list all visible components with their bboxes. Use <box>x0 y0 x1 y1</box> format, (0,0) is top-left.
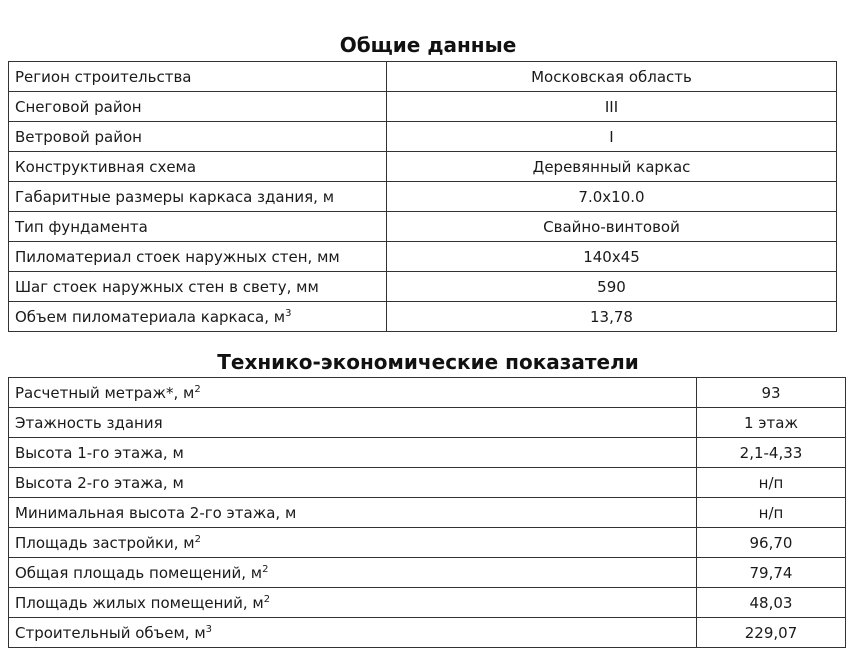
tech-indicators-title: Технико-экономические показатели <box>217 350 639 374</box>
table-row <box>9 378 846 408</box>
unit-superscript: 3 <box>205 623 213 635</box>
row-label: Конструктивная схема <box>9 152 387 182</box>
row-label: Пиломатериал стоек наружных стен, мм <box>9 242 387 272</box>
table-row <box>9 618 846 648</box>
row-value: 48,03 <box>697 588 846 618</box>
unit-superscript: 2 <box>194 533 201 545</box>
row-label: Габаритные размеры каркаса здания, м <box>9 182 387 212</box>
table-row <box>9 408 846 438</box>
row-value: I <box>387 122 837 152</box>
unit-superscript: 3 <box>285 307 292 319</box>
table-row <box>9 302 837 332</box>
general-data-title: Общие данные <box>339 33 517 57</box>
row-label: Регион строительства <box>9 62 387 92</box>
table-row <box>9 242 837 272</box>
table-row <box>9 122 837 152</box>
row-value: 590 <box>387 272 837 302</box>
row-label: Площадь застройки, $м^2$ <box>9 528 697 558</box>
row-value: н/п <box>697 498 846 528</box>
row-value: 1 этаж <box>697 408 846 438</box>
row-value: 13,78 <box>387 302 837 332</box>
table-row <box>9 182 837 212</box>
row-label: Минимальная высота 2-го этажа, м <box>9 498 697 528</box>
table-row <box>9 272 837 302</box>
row-label: Снеговой район <box>9 92 387 122</box>
table-row <box>9 212 837 242</box>
row-label: Общая площадь помещений, $м^2$ <box>9 558 697 588</box>
row-value: Свайно-винтовой <box>387 212 837 242</box>
table-row <box>9 62 837 92</box>
unit-superscript: 2 <box>263 593 271 605</box>
row-value: 93 <box>697 378 846 408</box>
tech-indicators-table <box>8 377 846 648</box>
table-row <box>9 438 846 468</box>
row-label: Высота 2-го этажа, м <box>9 468 697 498</box>
table-row <box>9 558 846 588</box>
unit-superscript: 2 <box>262 563 269 575</box>
row-label: Площадь жилых помещений, $м^2$ <box>9 588 697 618</box>
table-row <box>9 468 846 498</box>
table-row <box>9 92 837 122</box>
unit-superscript: 2 <box>194 383 201 395</box>
row-value: 2,1-4,33 <box>697 438 846 468</box>
table-row <box>9 498 846 528</box>
row-value: н/п <box>697 468 846 498</box>
table-row <box>9 588 846 618</box>
row-value: III <box>387 92 837 122</box>
table-row <box>9 528 846 558</box>
row-value: 96,70 <box>697 528 846 558</box>
row-label: Шаг стоек наружных стен в свету, мм <box>9 272 387 302</box>
row-value: 79,74 <box>697 558 846 588</box>
row-label: Тип фундамента <box>9 212 387 242</box>
row-value: Московская область <box>387 62 837 92</box>
general-data-table <box>8 61 837 332</box>
row-label: Этажность здания <box>9 408 697 438</box>
row-value: 229,07 <box>697 618 846 648</box>
row-label: Высота 1-го этажа, м <box>9 438 697 468</box>
row-value: 140x45 <box>387 242 837 272</box>
row-label: Строительный объем, $м^3$ <box>9 618 697 648</box>
row-label: Объем пиломатериала каркаса, $м^3$ <box>9 302 387 332</box>
row-value: 7.0x10.0 <box>387 182 837 212</box>
row-label: Ветровой район <box>9 122 387 152</box>
row-label: Расчетный метраж*, $м^2$ <box>9 378 697 408</box>
row-value: Деревянный каркас <box>387 152 837 182</box>
table-row <box>9 152 837 182</box>
